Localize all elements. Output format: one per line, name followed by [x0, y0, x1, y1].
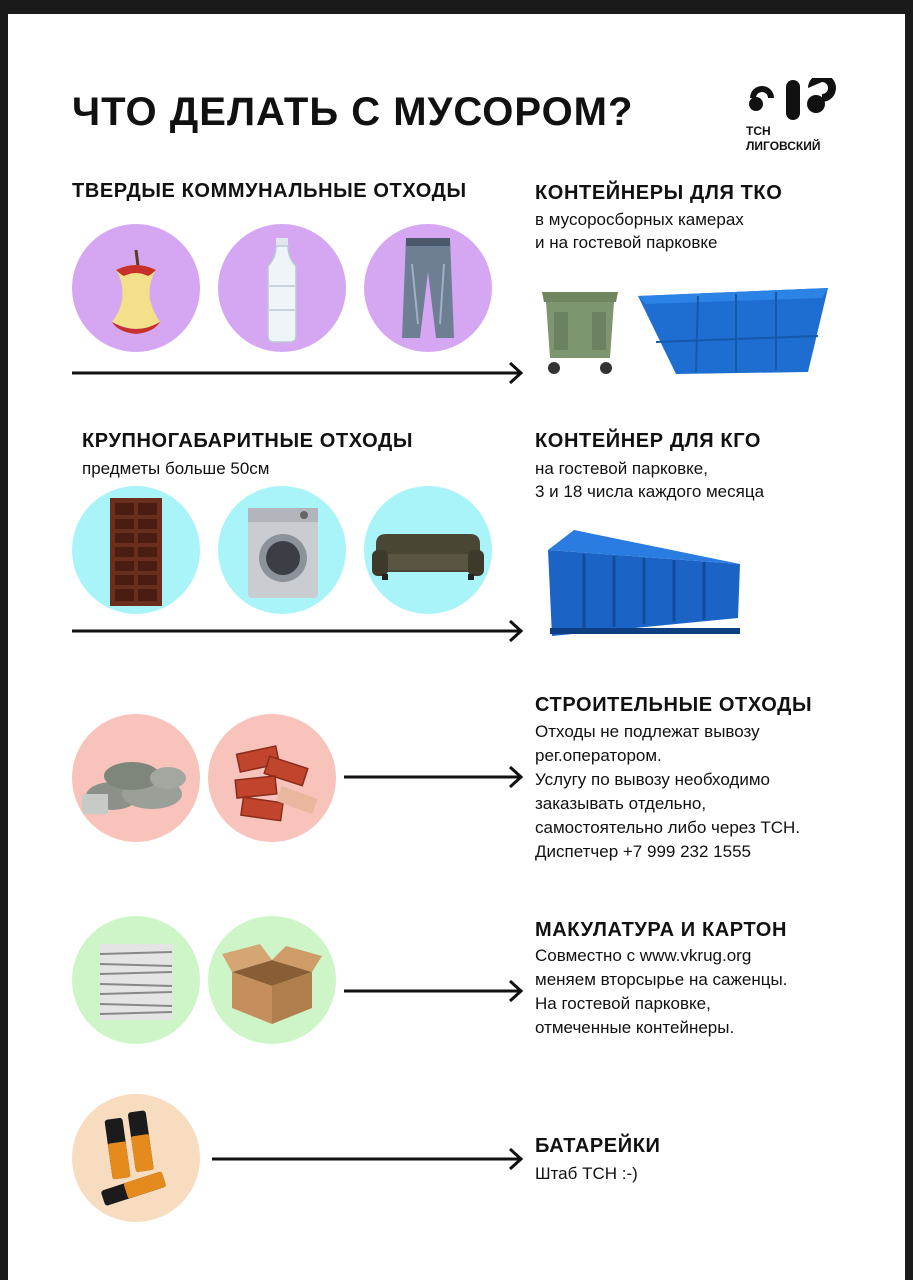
construction-target-line: заказывать отдельно,	[535, 794, 707, 813]
wheelie-bin-image	[538, 286, 622, 383]
paper-target-line: На гостевой парковке,	[535, 994, 711, 1013]
construction-target-line: самостоятельно либо через ТСН.	[535, 818, 801, 837]
kgo-target-line: на гостевой парковке,	[535, 459, 708, 478]
bricks-icon	[208, 714, 336, 842]
sofa-circle	[364, 486, 492, 614]
batteries-arrow-icon	[212, 1148, 524, 1170]
poster	[8, 14, 905, 1280]
apple-core-circle	[72, 224, 200, 352]
cardboard-box-circle	[208, 916, 336, 1044]
construction-target-line: Диспетчер +7 999 232 1555	[535, 842, 751, 861]
kgo-arrow-icon	[72, 620, 524, 642]
skip-container-image	[636, 282, 832, 383]
plastic-bottle-circle	[218, 224, 346, 352]
paper-target-text	[535, 944, 787, 1040]
paper-target-line: Совместно с www.vkrug.org	[535, 946, 752, 965]
tko-heading: ТВЕРДЫЕ КОММУНАЛЬНЫЕ ОТХОДЫ	[72, 180, 467, 202]
plastic-bottle-icon	[218, 224, 346, 352]
tko-target-text	[535, 208, 744, 254]
batteries-icon	[72, 1094, 200, 1222]
kgo-heading: КРУПНОГАБАРИТНЫЕ ОТХОДЫ	[82, 430, 414, 452]
tko-target-heading: КОНТЕЙНЕРЫ ДЛЯ ТКО	[535, 182, 783, 204]
apple-core-icon	[72, 224, 200, 352]
tko-arrow-icon	[72, 362, 524, 384]
paper-target-line: меняем вторсырье на саженцы.	[535, 970, 788, 989]
tsn-logo	[746, 78, 846, 158]
paper-target-heading: МАКУЛАТУРА И КАРТОН	[535, 919, 787, 941]
batteries-target-text	[535, 1162, 638, 1185]
paper-arrow-icon	[344, 980, 524, 1002]
construction-target-line: Услугу по вывозу необходимо	[535, 770, 770, 789]
construction-arrow-icon	[344, 766, 524, 788]
tko-target-line: в мусоросборных камерах	[535, 210, 744, 229]
paper-stack-circle	[72, 916, 200, 1044]
washing-machine-circle	[218, 486, 346, 614]
page-title: ЧТО ДЕЛАТЬ С МУСОРОМ?	[72, 90, 634, 134]
paper-stack-icon	[72, 916, 200, 1044]
paper-target-line: отмеченные контейнеры.	[535, 1018, 735, 1037]
jeans-icon	[364, 224, 492, 352]
construction-target-line: рег.оператором.	[535, 746, 662, 765]
batteries-circle	[72, 1094, 200, 1222]
cardboard-box-icon	[208, 916, 336, 1044]
kgo-target-line: 3 и 18 числа каждого месяца	[535, 482, 765, 501]
kgo-target-text	[535, 457, 764, 503]
sofa-icon	[364, 486, 492, 614]
cement-bags-circle	[72, 714, 200, 842]
kgo-target-heading: КОНТЕЙНЕР ДЛЯ КГО	[535, 430, 762, 452]
bricks-circle	[208, 714, 336, 842]
batteries-target-heading: БАТАРЕЙКИ	[535, 1135, 661, 1157]
logo-mark-icon	[746, 78, 842, 122]
bookcase-circle	[72, 486, 200, 614]
cement-bags-icon	[72, 714, 200, 842]
batteries-target-line: Штаб ТСН :-)	[535, 1164, 638, 1183]
tko-target-line: и на гостевой парковке	[535, 233, 718, 252]
construction-target-heading: СТРОИТЕЛЬНЫЕ ОТХОДЫ	[535, 694, 813, 716]
bookcase-icon	[72, 486, 200, 614]
kgo-subheading: предметы больше 50см	[82, 459, 270, 478]
rolloff-container-image	[544, 524, 744, 645]
construction-target-text	[535, 720, 800, 864]
jeans-circle	[364, 224, 492, 352]
logo-line-1: ТСН	[746, 124, 771, 138]
washing-machine-icon	[218, 486, 346, 614]
construction-target-line: Отходы не подлежат вывозу	[535, 722, 760, 741]
logo-line-2: ЛИГОВСКИЙ	[746, 139, 821, 153]
